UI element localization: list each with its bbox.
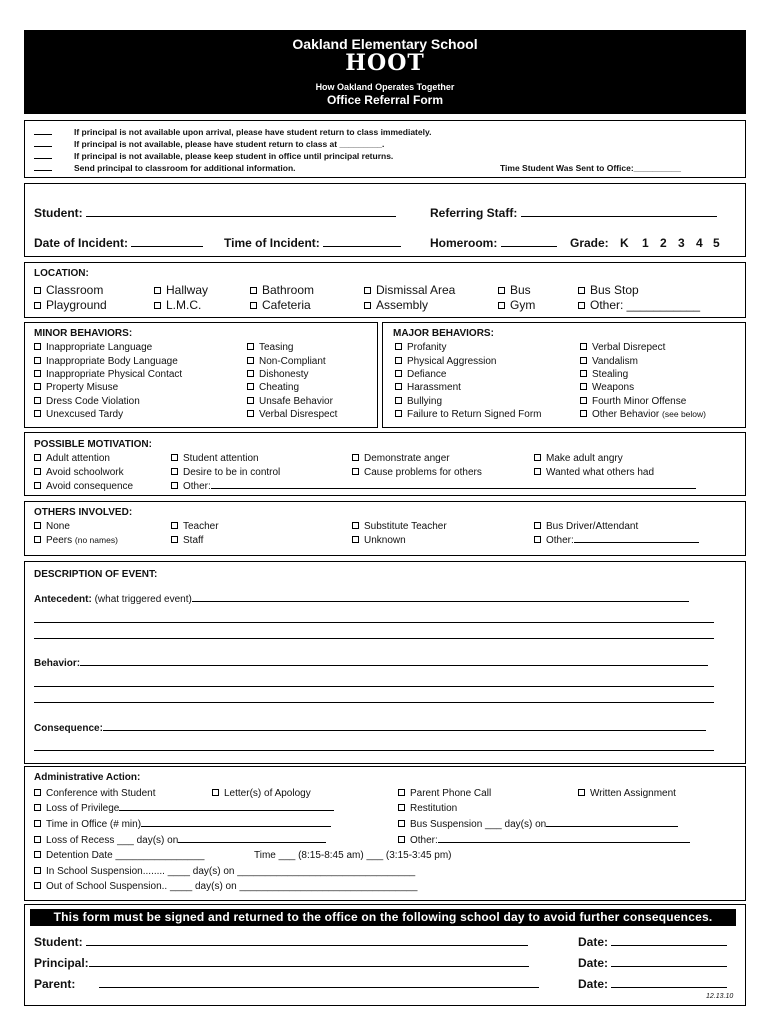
grade-3[interactable]: 3 (678, 236, 685, 250)
minor-option[interactable]: Teasing (247, 342, 293, 353)
hoot-title: HOOT (345, 50, 425, 76)
location-dismissal[interactable]: Dismissal Area (364, 283, 455, 297)
major-option[interactable]: Failure to Return Signed Form (395, 409, 542, 420)
consequence-line[interactable] (34, 750, 714, 751)
motivation-option[interactable]: Demonstrate anger (352, 453, 450, 464)
major-option[interactable]: Bullying (395, 396, 442, 407)
minor-option[interactable]: Verbal Disrespect (247, 409, 337, 420)
parent-signature-field[interactable]: Parent: (34, 977, 539, 991)
location-classroom[interactable]: Classroom (34, 283, 103, 297)
minor-option[interactable]: Inappropriate Language (34, 342, 152, 353)
location-hallway[interactable]: Hallway (154, 283, 208, 297)
admin-option[interactable]: Written Assignment (578, 788, 676, 799)
date-of-incident-field[interactable]: Date of Incident: (34, 236, 203, 250)
antecedent-line[interactable] (34, 638, 714, 639)
location-assembly[interactable]: Assembly (364, 298, 428, 312)
major-option[interactable]: Fourth Minor Offense (580, 396, 686, 407)
minor-option[interactable]: Inappropriate Body Language (34, 356, 178, 367)
major-option[interactable]: Physical Aggression (395, 356, 497, 367)
minor-option[interactable]: Dishonesty (247, 369, 308, 380)
location-bus-stop[interactable]: Bus Stop (578, 283, 639, 297)
motivation-title: POSSIBLE MOTIVATION: (34, 439, 152, 450)
others-other-field[interactable]: Other: (534, 535, 699, 546)
antecedent-field[interactable]: Antecedent: (what triggered event) (34, 594, 689, 605)
major-title: MAJOR BEHAVIORS: (393, 328, 494, 339)
admin-option[interactable]: In School Suspension........ ____ day(s) on ________________________________ (34, 866, 415, 877)
motivation-option[interactable]: Student attention (171, 453, 259, 464)
hoot-tagline: How Oakland Operates Together (315, 82, 455, 92)
others-option[interactable]: Teacher (171, 521, 219, 532)
form-title: Office Referral Form (326, 93, 444, 107)
major-option[interactable]: Defiance (395, 369, 446, 380)
location-gym[interactable]: Gym (498, 298, 535, 312)
description-title: DESCRIPTION OF EVENT: (34, 569, 158, 580)
time-sent-field[interactable]: Time Student Was Sent to Office:__________ (500, 163, 681, 173)
minor-option[interactable]: Property Misuse (34, 382, 118, 393)
motivation-option[interactable]: Make adult angry (534, 453, 623, 464)
instruction-2[interactable]: If principal is not available, please have student return to class at _________. (34, 139, 384, 149)
antecedent-hint: (what triggered event) (94, 594, 192, 605)
major-option[interactable]: Other Behavior (see below) (580, 409, 706, 420)
admin-option[interactable]: Parent Phone Call (398, 788, 491, 799)
consequence-field[interactable]: Consequence: (34, 723, 706, 734)
major-option[interactable]: Profanity (395, 342, 446, 353)
instruction-3[interactable]: If principal is not available, please keep student in office until principal returns. (34, 151, 393, 161)
others-option[interactable]: Substitute Teacher (352, 521, 447, 532)
time-of-incident-field[interactable]: Time of Incident: (224, 236, 401, 250)
see-below-note: (see below) (662, 409, 706, 419)
motivation-option[interactable]: Avoid consequence (34, 481, 133, 492)
admin-option[interactable]: Conference with Student (34, 788, 156, 799)
minor-option[interactable]: Unsafe Behavior (247, 396, 333, 407)
admin-option[interactable]: Letter(s) of Apology (212, 788, 311, 799)
others-option[interactable]: None (34, 521, 70, 532)
admin-option[interactable]: Detention Date ________________ (34, 850, 204, 861)
minor-option[interactable]: Cheating (247, 382, 299, 393)
location-bathroom[interactable]: Bathroom (250, 283, 314, 297)
major-option[interactable]: Weapons (580, 382, 634, 393)
student-date-field[interactable]: Date: (578, 935, 727, 949)
motivation-option[interactable]: Avoid schoolwork (34, 467, 124, 478)
grade-4[interactable]: 4 (696, 236, 703, 250)
school-name: Oakland Elementary School (292, 36, 478, 52)
motivation-option[interactable]: Desire to be in control (171, 467, 280, 478)
grade-k[interactable]: K (620, 236, 629, 250)
location-title: LOCATION: (34, 268, 89, 279)
signature-notice: This form must be signed and returned to the office on the following school day to avoid further consequences. (30, 909, 736, 926)
admin-option[interactable]: Restitution (398, 803, 457, 814)
detention-time-field[interactable]: Time ___ (8:15-8:45 am) ___ (3:15-3:45 pm) (254, 850, 452, 861)
principal-signature-field[interactable]: Principal: (34, 956, 529, 970)
student-signature-field[interactable]: Student: (34, 935, 528, 949)
admin-option[interactable]: Bus Suspension ___ day(s) on (398, 819, 678, 830)
location-cafeteria[interactable]: Cafeteria (250, 298, 311, 312)
major-option[interactable]: Vandalism (580, 356, 638, 367)
others-option[interactable]: Unknown (352, 535, 406, 546)
form-header (24, 30, 746, 114)
no-names-note: (no names) (74, 535, 118, 545)
motivation-option[interactable]: Adult attention (34, 453, 110, 464)
minor-option[interactable]: Dress Code Violation (34, 396, 140, 407)
referring-staff-field[interactable]: Referring Staff: (430, 206, 717, 220)
minor-option[interactable]: Inappropriate Physical Contact (34, 369, 182, 380)
admin-option[interactable]: Other: (398, 835, 690, 846)
homeroom-field[interactable]: Homeroom: (430, 236, 557, 250)
admin-option[interactable]: Out of School Suspension.. ____ day(s) on ________________________________ (34, 881, 417, 892)
grade-5[interactable]: 5 (713, 236, 720, 250)
behavior-line[interactable] (34, 702, 714, 703)
others-title: OTHERS INVOLVED: (34, 507, 133, 518)
antecedent-line[interactable] (34, 622, 714, 623)
others-option[interactable]: Staff (171, 535, 203, 546)
location-bus[interactable]: Bus (498, 283, 531, 297)
others-option[interactable]: Peers (no names) (34, 535, 118, 546)
major-option[interactable]: Harassment (395, 382, 461, 393)
admin-option[interactable]: Time in Office (# min) (34, 819, 331, 830)
behavior-line[interactable] (34, 686, 714, 687)
motivation-option[interactable]: Wanted what others had (534, 467, 654, 478)
student-field[interactable]: Student: (34, 206, 396, 220)
grade-1[interactable]: 1 (642, 236, 649, 250)
instruction-1[interactable]: If principal is not available upon arrival, please have student return to class immediately. (34, 127, 431, 137)
minor-title: MINOR BEHAVIORS: (34, 328, 133, 339)
minor-option[interactable]: Unexcused Tardy (34, 409, 123, 420)
parent-date-field[interactable]: Date: (578, 977, 727, 991)
admin-title: Administrative Action: (34, 772, 141, 783)
location-other[interactable]: Other: ___________ (578, 298, 700, 312)
behavior-field[interactable]: Behavior: (34, 658, 708, 669)
location-playground[interactable]: Playground (34, 298, 107, 312)
admin-option[interactable]: Loss of Recess ___ day(s) on (34, 835, 326, 846)
form-version: 12.13.10 (706, 993, 734, 1000)
admin-option[interactable]: Loss of Privilege (34, 803, 334, 814)
grade-field: Grade: (570, 236, 609, 250)
major-option[interactable]: Stealing (580, 369, 628, 380)
others-option[interactable]: Bus Driver/Attendant (534, 521, 638, 532)
grade-2[interactable]: 2 (660, 236, 667, 250)
motivation-other-field[interactable]: Other: (171, 481, 696, 492)
principal-date-field[interactable]: Date: (578, 956, 727, 970)
major-option[interactable]: Verbal Disrepect (580, 342, 665, 353)
location-lmc[interactable]: L.M.C. (154, 298, 201, 312)
instruction-4[interactable]: Send principal to classroom for additional information. (34, 163, 296, 173)
motivation-option[interactable]: Cause problems for others (352, 467, 482, 478)
minor-option[interactable]: Non-Compliant (247, 356, 326, 367)
